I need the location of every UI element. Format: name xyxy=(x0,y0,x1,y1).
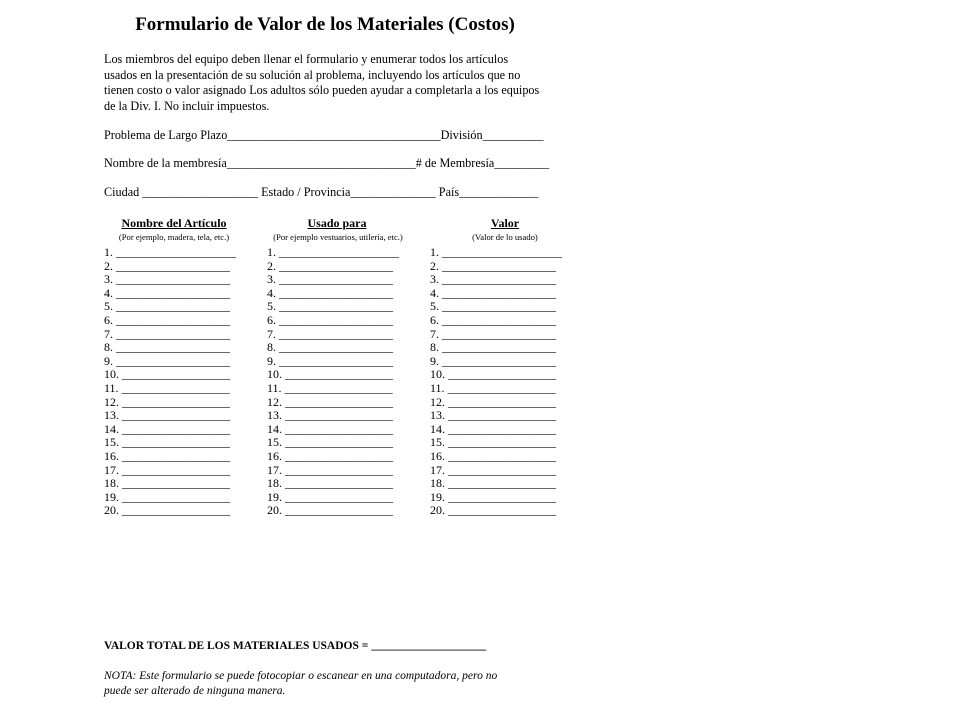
item-number: 18. xyxy=(104,476,119,491)
item-row xyxy=(267,260,399,274)
item-row xyxy=(430,355,562,369)
item-number: 19. xyxy=(430,489,445,504)
item-blank-line[interactable]: __________________ xyxy=(122,503,230,518)
field-location: Ciudad ___________________ Estado / Provincia______________ País_____________ xyxy=(104,185,539,199)
item-number: 14. xyxy=(104,421,119,436)
item-blank-line[interactable]: __________________ xyxy=(285,503,393,518)
item-blank-line[interactable]: __________________ xyxy=(285,476,393,491)
item-row xyxy=(430,436,562,450)
item-blank-line[interactable]: ___________________ xyxy=(116,272,230,287)
item-blank-line[interactable]: __________________ xyxy=(122,421,230,436)
item-row xyxy=(430,314,562,328)
item-row xyxy=(267,450,399,464)
item-row xyxy=(267,287,399,301)
column-subheader-used-for: (Por ejemplo vestuarios, utilería, etc.) xyxy=(273,232,403,242)
item-number: 20. xyxy=(104,503,119,518)
item-number: 12. xyxy=(267,394,282,409)
item-row xyxy=(430,450,562,464)
item-row xyxy=(267,355,399,369)
item-name-list xyxy=(104,246,236,518)
item-blank-line[interactable]: __________________ xyxy=(448,503,556,518)
item-row xyxy=(267,464,399,478)
item-number: 1. xyxy=(267,245,276,259)
item-number: 11. xyxy=(267,380,282,395)
item-row xyxy=(267,246,399,260)
item-row xyxy=(267,341,399,355)
item-number: 6. xyxy=(267,312,276,327)
item-blank-line[interactable]: __________________ xyxy=(122,367,230,382)
item-number: 5. xyxy=(267,299,276,314)
item-blank-line[interactable]: __________________ xyxy=(448,489,556,504)
item-blank-line[interactable]: ___________________ xyxy=(442,299,556,314)
used-for-list xyxy=(267,246,399,518)
item-blank-line[interactable]: ___________________ xyxy=(279,353,393,368)
item-blank-line[interactable]: ____________________ xyxy=(116,245,236,259)
item-row xyxy=(430,328,562,342)
item-number: 17. xyxy=(430,462,445,477)
item-row xyxy=(267,382,399,396)
item-row xyxy=(267,314,399,328)
item-row xyxy=(430,409,562,423)
item-row xyxy=(104,436,236,450)
item-row xyxy=(104,423,236,437)
item-number: 18. xyxy=(267,476,282,491)
item-blank-line[interactable]: __________________ xyxy=(448,367,556,382)
note-paragraph: NOTA: Este formulario se puede fotocopiar o escanear en una computadora, pero no puede ser alterado de ninguna manera. xyxy=(104,670,498,697)
item-row xyxy=(430,477,562,491)
item-number: 10. xyxy=(104,367,119,382)
item-row xyxy=(104,287,236,301)
item-row xyxy=(267,396,399,410)
item-number: 3. xyxy=(267,272,276,287)
item-blank-line[interactable]: __________________ xyxy=(448,421,556,436)
item-blank-line[interactable]: __________________ xyxy=(448,408,556,423)
item-blank-line[interactable]: __________________ xyxy=(122,448,230,463)
item-number: 14. xyxy=(267,421,282,436)
item-blank-line[interactable]: __________________ xyxy=(122,394,230,409)
item-number: 7. xyxy=(267,326,276,341)
item-number: 2. xyxy=(267,258,276,273)
column-header-used-for: Usado para xyxy=(307,216,367,230)
item-row xyxy=(430,504,562,518)
item-row xyxy=(430,260,562,274)
item-row xyxy=(267,273,399,287)
item-row xyxy=(267,328,399,342)
value-list xyxy=(430,246,562,518)
page-title: Formulario de Valor de los Materiales (Costos) xyxy=(135,14,515,35)
item-number: 7. xyxy=(430,326,439,341)
item-blank-line[interactable]: __________________ xyxy=(448,448,556,463)
item-blank-line[interactable]: ___________________ xyxy=(279,340,393,355)
item-blank-line[interactable]: __________________ xyxy=(285,367,393,382)
item-number: 20. xyxy=(430,503,445,518)
item-number: 8. xyxy=(267,340,276,355)
item-blank-line[interactable]: ___________________ xyxy=(279,258,393,273)
item-blank-line[interactable]: __________________ xyxy=(285,448,393,463)
item-blank-line[interactable]: __________________ xyxy=(121,380,230,395)
item-blank-line[interactable]: ____________________ xyxy=(442,245,562,259)
item-blank-line[interactable]: ___________________ xyxy=(279,272,393,287)
item-row xyxy=(430,246,562,260)
item-number: 4. xyxy=(430,285,439,300)
item-row xyxy=(104,382,236,396)
item-blank-line[interactable]: ___________________ xyxy=(442,285,556,300)
item-row xyxy=(104,328,236,342)
item-number: 17. xyxy=(267,462,282,477)
item-number: 5. xyxy=(430,299,439,314)
item-number: 1. xyxy=(104,245,113,259)
item-row xyxy=(267,477,399,491)
item-row xyxy=(104,464,236,478)
item-number: 2. xyxy=(104,258,113,273)
item-number: 14. xyxy=(430,421,445,436)
item-row xyxy=(267,423,399,437)
item-number: 12. xyxy=(430,394,445,409)
item-row xyxy=(267,368,399,382)
item-number: 4. xyxy=(104,285,113,300)
item-number: 19. xyxy=(267,489,282,504)
item-number: 6. xyxy=(104,312,113,327)
intro-paragraph: Los miembros del equipo deben llenar el formulario y enumerar todos los artículos usados en la presentación de su solución al problema, incluyendo los artículos que no tienen costo o valor asignado Los adultos sólo pueden ayudar a completarla a los equipos de la Div. I. No incluir impuestos. xyxy=(104,52,540,113)
item-row xyxy=(104,409,236,423)
item-blank-line[interactable]: ___________________ xyxy=(116,353,230,368)
item-number: 15. xyxy=(104,435,119,450)
item-number: 9. xyxy=(430,353,439,368)
item-row xyxy=(430,382,562,396)
item-row xyxy=(430,396,562,410)
item-number: 16. xyxy=(430,448,445,463)
item-number: 3. xyxy=(104,272,113,287)
item-number: 10. xyxy=(430,367,445,382)
item-row xyxy=(267,300,399,314)
item-row xyxy=(104,314,236,328)
item-number: 10. xyxy=(267,367,282,382)
item-number: 8. xyxy=(104,340,113,355)
item-blank-line[interactable]: __________________ xyxy=(122,408,230,423)
item-number: 12. xyxy=(104,394,119,409)
column-header-value: Valor xyxy=(490,216,520,230)
item-blank-line[interactable]: ___________________ xyxy=(442,353,556,368)
field-membership: Nombre de la membresía_______________________________# de Membresía_________ xyxy=(104,156,550,170)
item-number: 13. xyxy=(267,408,282,423)
item-blank-line[interactable]: ___________________ xyxy=(116,312,230,327)
item-blank-line[interactable]: __________________ xyxy=(285,394,393,409)
item-row xyxy=(430,300,562,314)
item-number: 18. xyxy=(430,476,445,491)
item-number: 13. xyxy=(104,408,119,423)
item-row xyxy=(104,504,236,518)
item-blank-line[interactable]: __________________ xyxy=(122,435,230,450)
item-number: 15. xyxy=(267,435,282,450)
item-number: 11. xyxy=(430,380,445,395)
item-number: 9. xyxy=(104,353,113,368)
field-problem-division: Problema de Largo Plazo___________________________________División__________ xyxy=(104,128,544,142)
item-row xyxy=(104,273,236,287)
item-blank-line[interactable]: ___________________ xyxy=(442,326,556,341)
item-blank-line[interactable]: __________________ xyxy=(284,380,393,395)
item-row xyxy=(104,355,236,369)
item-row xyxy=(430,464,562,478)
item-row xyxy=(430,423,562,437)
item-blank-line[interactable]: ___________________ xyxy=(116,340,230,355)
item-blank-line[interactable]: ___________________ xyxy=(279,312,393,327)
item-number: 5. xyxy=(104,299,113,314)
item-blank-line[interactable]: ___________________ xyxy=(279,285,393,300)
item-row xyxy=(430,273,562,287)
item-blank-line[interactable]: __________________ xyxy=(448,394,556,409)
item-number: 3. xyxy=(430,272,439,287)
item-blank-line[interactable]: ___________________ xyxy=(442,272,556,287)
item-number: 16. xyxy=(104,448,119,463)
item-blank-line[interactable]: __________________ xyxy=(122,489,230,504)
item-number: 7. xyxy=(104,326,113,341)
item-blank-line[interactable]: ___________________ xyxy=(116,285,230,300)
item-number: 6. xyxy=(430,312,439,327)
item-number: 11. xyxy=(104,380,119,395)
item-number: 4. xyxy=(267,285,276,300)
item-blank-line[interactable]: ___________________ xyxy=(116,326,230,341)
item-number: 20. xyxy=(267,503,282,518)
item-number: 15. xyxy=(430,435,445,450)
item-row xyxy=(430,368,562,382)
item-blank-line[interactable]: __________________ xyxy=(122,476,230,491)
item-number: 19. xyxy=(104,489,119,504)
item-blank-line[interactable]: ___________________ xyxy=(442,312,556,327)
item-blank-line[interactable]: ___________________ xyxy=(442,340,556,355)
item-blank-line[interactable]: __________________ xyxy=(122,462,230,477)
item-blank-line[interactable]: __________________ xyxy=(285,489,393,504)
item-row xyxy=(104,260,236,274)
total-value-line: VALOR TOTAL DE LOS MATERIALES USADOS = ____________________ xyxy=(104,640,487,652)
item-blank-line[interactable]: __________________ xyxy=(448,435,556,450)
item-row xyxy=(104,300,236,314)
item-row xyxy=(430,491,562,505)
item-blank-line[interactable]: __________________ xyxy=(285,421,393,436)
item-row xyxy=(104,396,236,410)
item-row xyxy=(267,409,399,423)
item-blank-line[interactable]: ___________________ xyxy=(279,299,393,314)
item-number: 16. xyxy=(267,448,282,463)
item-blank-line[interactable]: __________________ xyxy=(285,462,393,477)
item-blank-line[interactable]: ___________________ xyxy=(116,258,230,273)
column-subheader-value: (Valor de lo usado) xyxy=(472,232,538,242)
item-blank-line[interactable]: __________________ xyxy=(285,435,393,450)
item-blank-line[interactable]: ___________________ xyxy=(116,299,230,314)
item-number: 17. xyxy=(104,462,119,477)
column-subheader-item-name: (Por ejemplo, madera, tela, etc.) xyxy=(118,232,230,242)
item-blank-line[interactable]: ___________________ xyxy=(279,326,393,341)
item-row xyxy=(267,436,399,450)
item-row xyxy=(104,450,236,464)
item-number: 8. xyxy=(430,340,439,355)
item-number: 2. xyxy=(430,258,439,273)
item-row xyxy=(267,491,399,505)
item-row xyxy=(267,504,399,518)
item-blank-line[interactable]: ____________________ xyxy=(279,245,399,259)
item-row xyxy=(104,246,236,260)
item-number: 1. xyxy=(430,245,439,259)
item-row xyxy=(104,491,236,505)
item-blank-line[interactable]: __________________ xyxy=(448,476,556,491)
item-row xyxy=(104,368,236,382)
item-row xyxy=(104,341,236,355)
item-blank-line[interactable]: __________________ xyxy=(448,462,556,477)
item-row xyxy=(104,477,236,491)
column-header-item-name: Nombre del Artículo xyxy=(121,216,227,230)
item-blank-line[interactable]: __________________ xyxy=(285,408,393,423)
item-blank-line[interactable]: __________________ xyxy=(447,380,556,395)
item-number: 13. xyxy=(430,408,445,423)
item-row xyxy=(430,341,562,355)
item-row xyxy=(430,287,562,301)
item-blank-line[interactable]: ___________________ xyxy=(442,258,556,273)
item-number: 9. xyxy=(267,353,276,368)
